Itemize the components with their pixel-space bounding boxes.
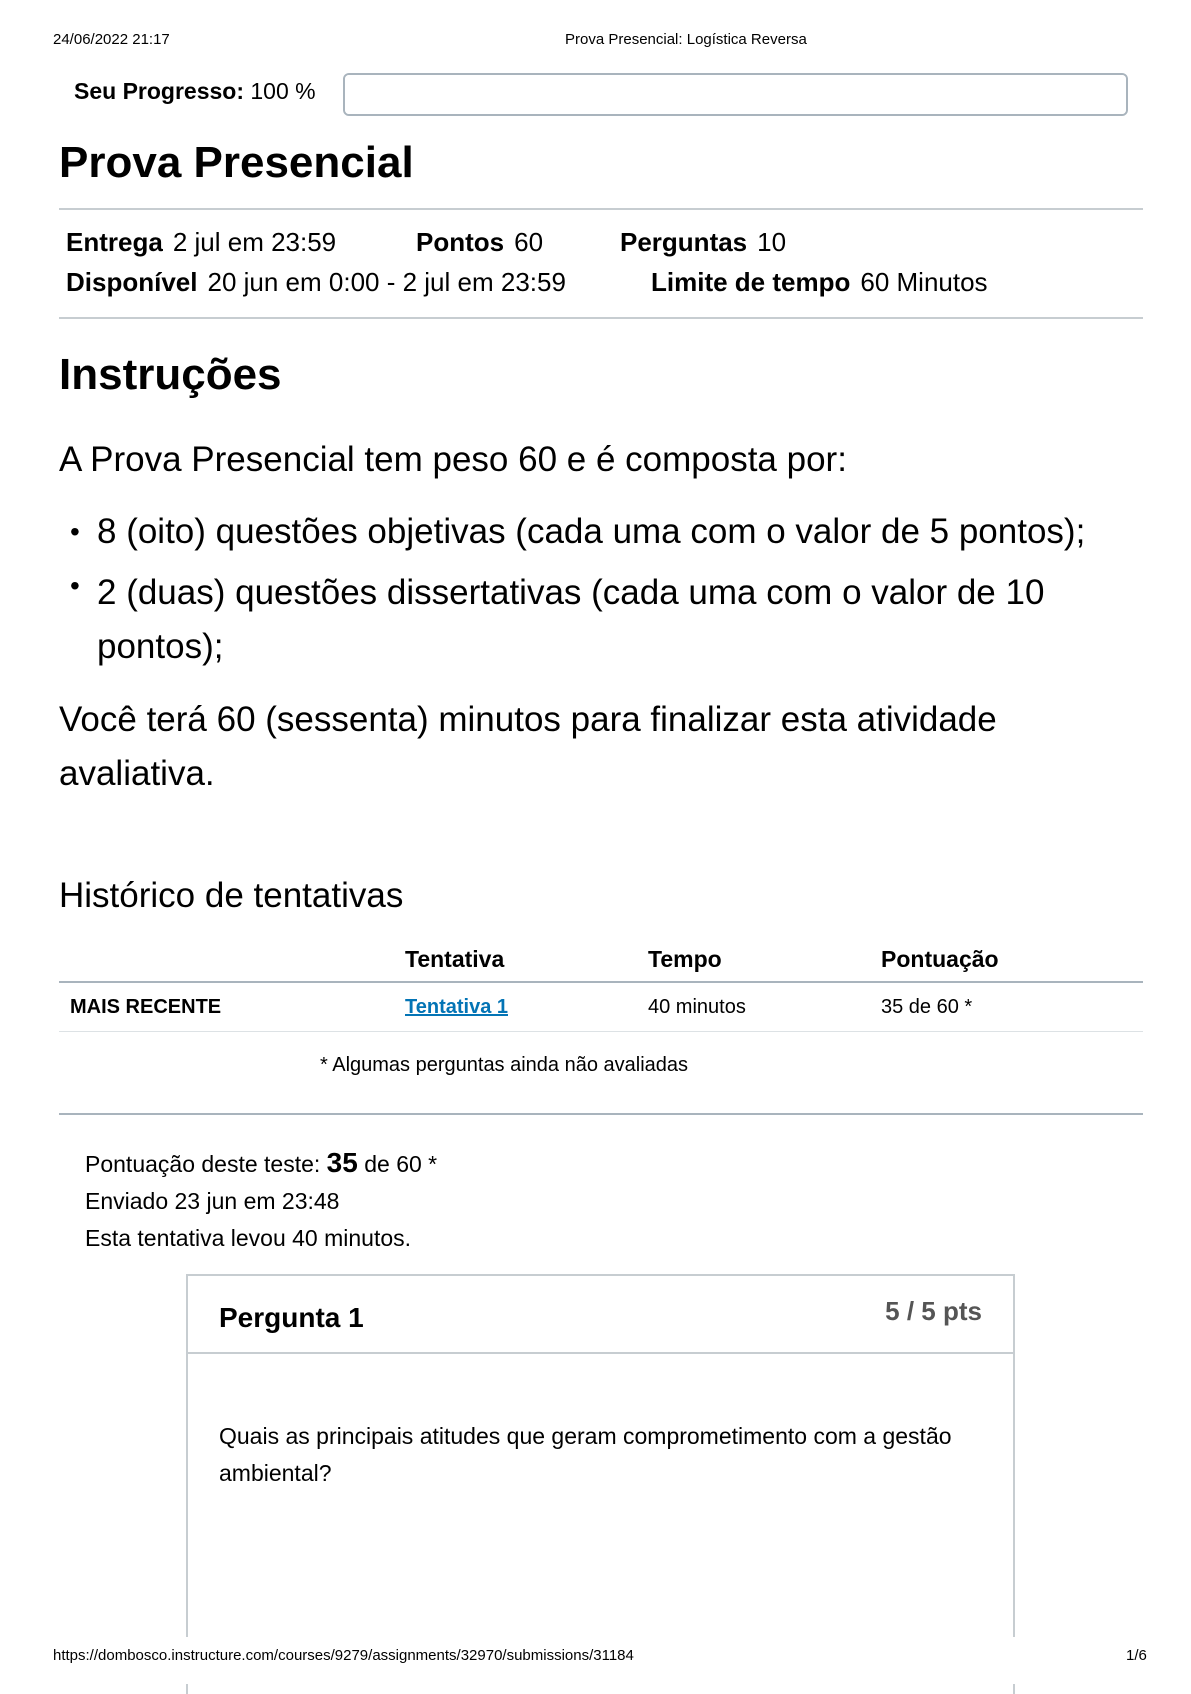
list-item: 8 (oito) questões objetivas (cada uma com o valor de 5 pontos); bbox=[97, 512, 1086, 551]
row-score: 35 de 60 * bbox=[881, 996, 973, 1018]
print-doc-title: Prova Presencial: Logística Reversa bbox=[565, 31, 807, 48]
history-note: * Algumas perguntas ainda não avaliadas bbox=[320, 1054, 689, 1076]
meta-due-value: 2 jul em 23:59 bbox=[172, 227, 337, 257]
bullet-icon: • bbox=[70, 570, 80, 601]
meta-due-label: Entrega bbox=[66, 227, 163, 257]
table-row-divider bbox=[59, 1031, 1143, 1032]
quiz-score bbox=[85, 1147, 437, 1179]
history-title: Histórico de tentativas bbox=[59, 876, 404, 915]
divider bbox=[59, 208, 1143, 210]
question-text: Quais as principais atitudes que geram comprometimento com a gestão ambiental? bbox=[219, 1423, 952, 1486]
column-header-score: Pontuação bbox=[881, 946, 999, 972]
meta-available-label: Disponível bbox=[66, 267, 198, 297]
progress-value: 100 % bbox=[250, 78, 316, 104]
question-points: 5 / 5 pts bbox=[885, 1296, 982, 1326]
quiz-score-value: 35 bbox=[326, 1147, 358, 1178]
column-header-time: Tempo bbox=[648, 946, 722, 972]
progress-bar-fill bbox=[345, 75, 1126, 114]
print-url: https://dombosco.instructure.com/courses/9279/assignments/32970/submissions/31184 bbox=[53, 1647, 634, 1664]
meta-questions-label: Perguntas bbox=[620, 227, 748, 257]
list-item: 2 (duas) questões dissertativas (cada uma com o valor de 10 pontos); bbox=[97, 573, 1045, 666]
meta-points bbox=[416, 227, 543, 258]
attempt-duration: Esta tentativa levou 40 minutos. bbox=[85, 1225, 412, 1251]
submitted-at: Enviado 23 jun em 23:48 bbox=[85, 1188, 340, 1214]
question-title: Pergunta 1 bbox=[219, 1302, 364, 1333]
instructions-time-note: Você terá 60 (sessenta) minutos para finalizar esta atividade avaliativa. bbox=[59, 700, 997, 793]
question-card bbox=[186, 1274, 1015, 1694]
column-header-attempt: Tentativa bbox=[405, 946, 505, 972]
meta-points-label: Pontos bbox=[416, 227, 505, 257]
meta-available bbox=[66, 267, 566, 298]
meta-due bbox=[66, 227, 336, 258]
instructions-title: Instruções bbox=[59, 350, 282, 399]
bullet-icon: • bbox=[70, 516, 80, 547]
meta-time-limit-value: 60 Minutos bbox=[860, 267, 988, 297]
progress-label bbox=[74, 78, 316, 105]
meta-available-value: 20 jun em 0:00 - 2 jul em 23:59 bbox=[207, 267, 566, 297]
meta-questions-value: 10 bbox=[757, 227, 787, 257]
question-header bbox=[188, 1276, 1013, 1354]
meta-time-limit bbox=[651, 267, 988, 298]
instructions-intro: A Prova Presencial tem peso 60 e é composta por: bbox=[59, 440, 847, 479]
table-header-divider bbox=[59, 981, 1143, 983]
row-label: MAIS RECENTE bbox=[70, 996, 222, 1018]
quiz-score-suffix: de 60 * bbox=[364, 1151, 438, 1177]
divider bbox=[59, 1113, 1143, 1115]
meta-questions bbox=[620, 227, 786, 258]
meta-time-limit-label: Limite de tempo bbox=[651, 267, 851, 297]
print-date: 24/06/2022 21:17 bbox=[53, 31, 170, 48]
quiz-score-prefix: Pontuação deste teste: bbox=[85, 1151, 321, 1177]
progress-label-text: Seu Progresso: bbox=[74, 78, 244, 104]
divider bbox=[59, 317, 1143, 319]
progress-bar bbox=[343, 73, 1128, 116]
attempt-link[interactable]: Tentativa 1 bbox=[405, 996, 508, 1018]
row-time: 40 minutos bbox=[648, 996, 746, 1018]
page-title: Prova Presencial bbox=[59, 138, 414, 187]
print-page-number: 1/6 bbox=[1126, 1647, 1147, 1664]
meta-points-value: 60 bbox=[514, 227, 544, 257]
